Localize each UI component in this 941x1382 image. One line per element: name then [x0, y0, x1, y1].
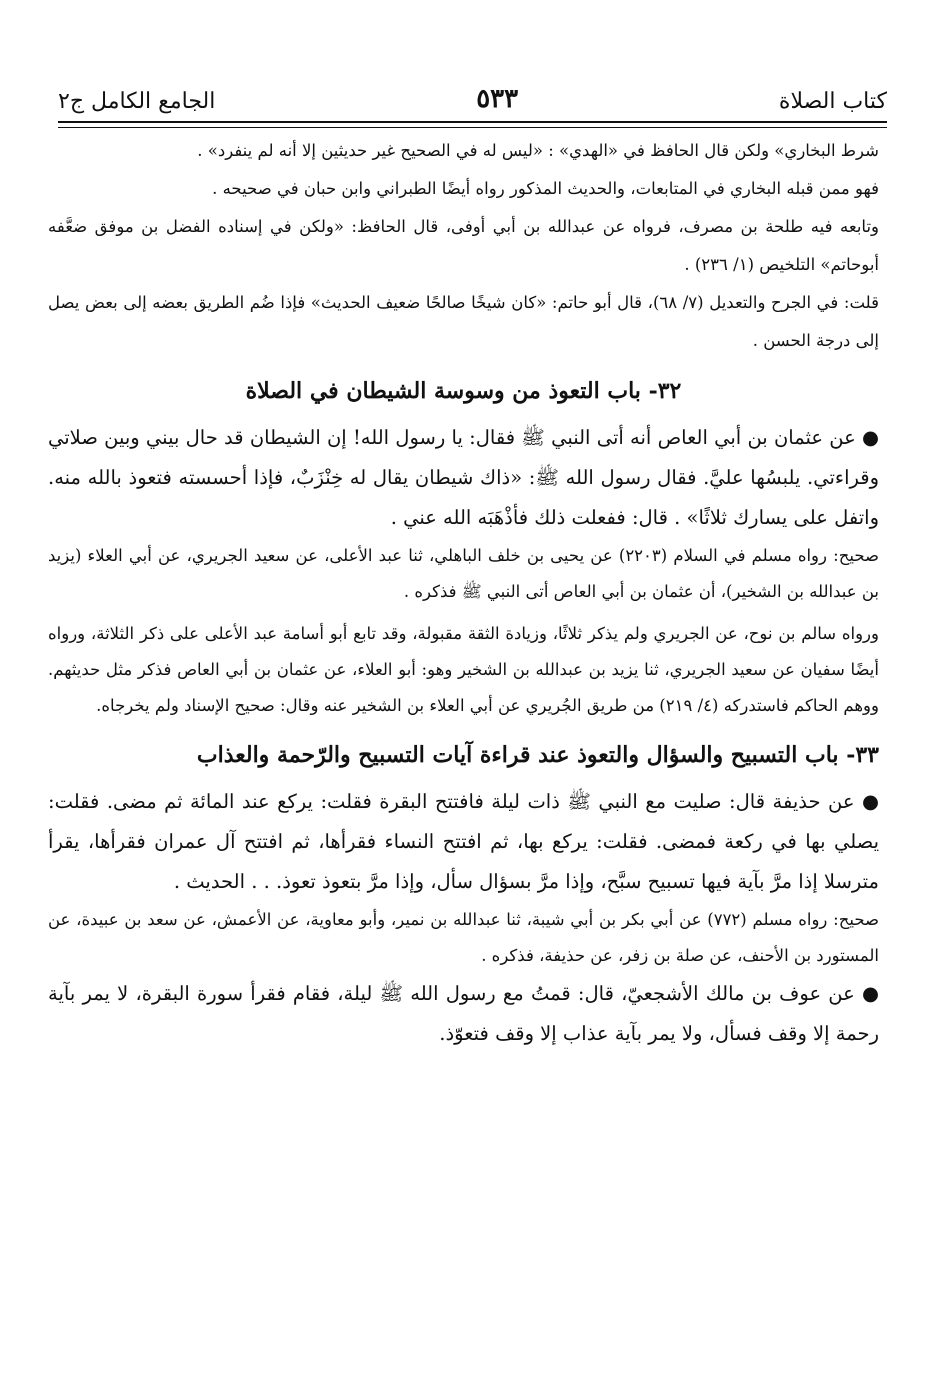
page-number: ٥٣٣: [476, 84, 519, 114]
intro-paragraph-4: قلت: في الجرح والتعديل (٧/ ٦٨)، قال أبو حاتم: «كان شيخًا صالحًا ضعيف الحديث» فإذا ضُم الطريق بعضه إلى بعض يصل إلى درجة الحسن .: [48, 293, 879, 350]
book-title: الجامع الكامل ج٢: [58, 89, 216, 114]
section-32-heading: ٣٢- باب التعوذ من وسوسة الشيطان في الصلاة: [245, 378, 682, 404]
chapter-title: كتاب الصلاة: [778, 89, 887, 114]
section-32-takhrij: صحيح: رواه مسلم في السلام (٢٢٠٣) عن يحيى بن خلف الباهلي، ثنا عبد الأعلى، عن سعيد الجريري، عن أبي العلاء (يزيد بن عبدالله بن الشخير)، أن عثمان بن أبي العاص أتى النبي ﷺ فذكره .: [48, 546, 879, 601]
intro-paragraph-3: وتابعه فيه طلحة بن مصرف، فرواه عن عبدالله بن أبي أوفى، قال الحافظ: «ولكن في إسناده الفضل بن موفق ضعَّفه أبوحاتم» التلخيص (١/ ٢٣٦) .: [48, 217, 879, 274]
section-33-hadith-1: ● عن حذيفة قال: صليت مع النبي ﷺ ذات ليلة فافتتح البقرة فقلت: يركع عند المائة ثم مضى. فقلت: يصلي بها في ركعة فمضى. فقلت: يركع بها، ثم افتتح النساء فقرأها، ثم افتتح آل عمران فقرأها، يقرأ مترسلا إذا مرَّ بآية فيها تسبيح سبَّح، وإذا مرَّ بسؤال سأل، وإذا مرَّ بتعوذ تعوذ. . . الحديث .: [48, 790, 879, 893]
section-32-hadith: ● عن عثمان بن أبي العاص أنه أتى النبي ﷺ فقال: يا رسول الله! إن الشيطان قد حال بيني وبين صلاتي وقراءتي. يلبسُها عليَّ. فقال رسول الله ﷺ: «ذاك شيطان يقال له خِنْزَبٌ، فإذا أحسسته فتعوذ بالله منه. واتفل على يسارك ثلاثًا» . قال: ففعلت ذلك فأذْهَبَه الله عني .: [48, 426, 879, 529]
header-rule-thick: [58, 121, 887, 123]
page-body: [48, 132, 879, 1054]
page-header: [58, 72, 887, 114]
header-rule-thin: [58, 127, 887, 128]
section-33-hadith-2: ● عن عوف بن مالك الأشجعيّ، قال: قمتُ مع رسول الله ﷺ ليلة، فقام فقرأ سورة البقرة، لا يمر بآية رحمة إلا وقف فسأل، ولا يمر بآية عذاب إلا وقف فتعوّذ.: [48, 982, 879, 1045]
section-33-heading: ٣٣- باب التسبيح والسؤال والتعوذ عند قراءة آيات التسبيح والرّحمة والعذاب: [196, 742, 879, 768]
intro-paragraph-2: فهو ممن قبله البخاري في المتابعات، والحديث المذكور رواه أيضًا الطبراني وابن حبان في صحيحه .: [212, 179, 879, 198]
section-32-note: ورواه سالم بن نوح، عن الجريري ولم يذكر ثلاثًا، وزيادة الثقة مقبولة، وقد تابع أبو أسامة عبد الأعلى على ذكر الثلاثة، ورواه أيضًا سفيان عن سعيد الجريري، ثنا يزيد بن عبدالله بن الشخير وهو: أبو العلاء، عن عثمان بن أبي العاص فذكر مثل حديثهم. ووهم الحاكم فاستدركه (٤/ ٢١٩) من طريق الجُريري عن أبي العلاء بن الشخير عنه وقال: صحيح الإسناد ولم يخرجاه.: [48, 624, 879, 715]
section-33-takhrij-1: صحيح: رواه مسلم (٧٧٢) عن أبي بكر بن أبي شيبة، ثنا عبدالله بن نمير، وأبو معاوية، عن الأعمش، عن سعد بن عبيدة، عن المستورد بن الأحنف، عن صلة بن زفر، عن حذيفة، فذكره .: [48, 910, 879, 965]
intro-paragraph-1: شرط البخاري» ولكن قال الحافظ في «الهدي» : «ليس له في الصحيح غير حديثين إلا أنه لم ينفرد» .: [197, 141, 879, 160]
